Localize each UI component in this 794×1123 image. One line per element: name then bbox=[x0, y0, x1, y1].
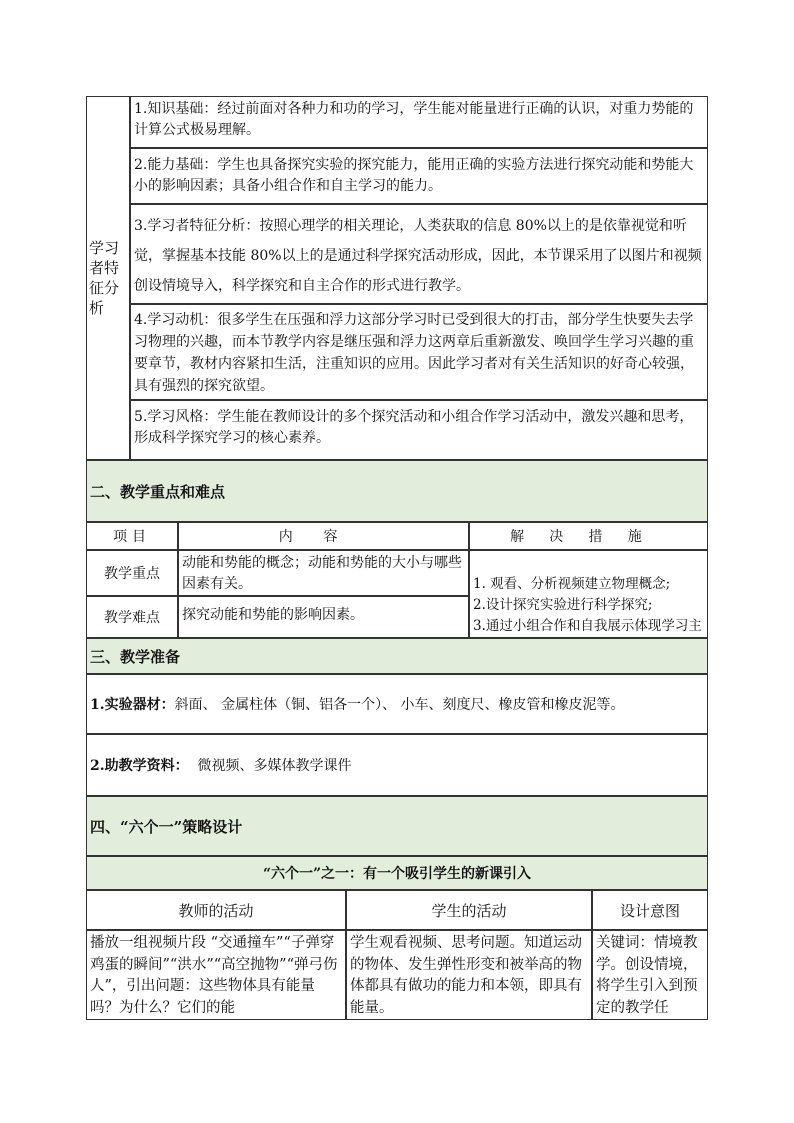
difficulty-label bbox=[86, 596, 178, 638]
student-activity bbox=[346, 930, 592, 1020]
section2-heading bbox=[86, 460, 708, 522]
col-header-measures bbox=[469, 522, 708, 550]
analysis-item-1-text: 1.知识基础：经过前面对各种力和功的学习，学生能对能量进行正确的认识，对重力势能的计算公式极易理解。 bbox=[134, 101, 694, 138]
section4-subheading bbox=[86, 856, 708, 890]
analysis-item-2 bbox=[130, 148, 708, 204]
col-header-content-text: 内容 bbox=[278, 529, 369, 545]
section4-heading-text: 四、“六个一”策略设计 bbox=[90, 817, 243, 836]
resources-label: 2.助教学资料： bbox=[90, 757, 189, 774]
col-header-intent-text: 设计意图 bbox=[619, 901, 680, 920]
analysis-item-1 bbox=[130, 96, 708, 148]
teacher-activity bbox=[86, 930, 346, 1020]
col-header-content bbox=[178, 522, 469, 550]
learner-analysis-label-text: 学习者特征分析 bbox=[89, 239, 120, 317]
col-header-item bbox=[86, 522, 178, 550]
difficulty-content-text: 探究动能和势能的影响因素。 bbox=[182, 607, 364, 623]
analysis-item-5 bbox=[130, 400, 708, 460]
equipment-value: 斜面、 金属柱体（铜、铝各一个）、 小车、刻度尺、橡皮管和橡皮泥等。 bbox=[174, 696, 625, 713]
learner-analysis-label bbox=[86, 96, 130, 460]
section4-heading bbox=[86, 796, 708, 856]
key-point-content-text: 动能和势能的概念；动能和势能的大小与哪些因素有关。 bbox=[182, 555, 462, 592]
teacher-activity-text: 播放一组视频片段 “交通撞车”“子弹穿鸡蛋的瞬间”“洪水”“高空抛物”“弹弓伤人”，引出问题：这些物体具有能量吗？为什么？它们的能 bbox=[90, 935, 338, 1016]
analysis-item-3-text: 3.学习者特征分析：按照心理学的相关理论，人类获取的信息 80%以上的是依靠视觉和听觉，掌握基本技能 80%以上的是通过科学探究活动形成，因此，本节课采用了以图片和视频创设情境导入，科学探究和自主合作的形式进行教学。 bbox=[134, 218, 702, 294]
difficulty-label-text: 教学难点 bbox=[104, 609, 160, 626]
equipment-label: 1.实验器材： bbox=[90, 696, 175, 713]
col-header-student-text: 学生的活动 bbox=[431, 901, 507, 920]
analysis-item-2-text: 2.能力基础：学生也具备探究实验的探究能力，能用正确的实验方法进行探究动能和势能大小的影响因素；具备小组合作和自主学习的能力。 bbox=[134, 157, 694, 194]
section4-subheading-text: “六个一”之一：有一个吸引学生的新课引入 bbox=[262, 865, 532, 882]
col-header-student bbox=[346, 890, 592, 930]
difficulty-content bbox=[178, 596, 469, 638]
student-activity-text: 学生观看视频、思考问题。知道运动的物体、发生弹性形变和被举高的物体都具有做功的能力和本领，即具有能量。 bbox=[350, 935, 582, 1016]
measures-content bbox=[469, 550, 708, 638]
key-point-content bbox=[178, 550, 469, 596]
design-intent-text: 关键词：情境教学。创设情境，将学生引入到预定的教学任 bbox=[596, 935, 698, 1016]
section3-heading-text: 三、教学准备 bbox=[90, 647, 181, 666]
key-point-label-text: 教学重点 bbox=[104, 565, 160, 582]
key-point-label bbox=[86, 550, 178, 596]
col-header-teacher bbox=[86, 890, 346, 930]
col-header-teacher-text: 教师的活动 bbox=[178, 901, 254, 920]
section3-heading bbox=[86, 638, 708, 674]
measures-content-text: 1. 观看、分析视频建立物理概念; 2.设计探究实验进行科学探究; 3.通过小组合作和自我展示体现学习主 bbox=[473, 576, 702, 634]
analysis-item-5-text: 5.学习风格：学生能在教师设计的多个探究活动和小组合作学习活动中，激发兴趣和思考，形成科学探究学习的核心素养。 bbox=[134, 409, 694, 446]
resources-row bbox=[86, 734, 708, 796]
design-intent bbox=[592, 930, 708, 1020]
analysis-item-3 bbox=[130, 204, 708, 304]
col-header-item-text: 项目 bbox=[113, 529, 151, 545]
resources-value: 微视频、多媒体教学课件 bbox=[197, 757, 352, 774]
section2-heading-text: 二、教学重点和难点 bbox=[90, 482, 226, 501]
col-header-intent bbox=[592, 890, 708, 930]
equipment-row bbox=[86, 674, 708, 734]
analysis-item-4-text: 4.学习动机：很多学生在压强和浮力这部分学习时已受到很大的打击，部分学生快要失去学习物理的兴趣，而本节教学内容是继压强和浮力这两章后重新激发、唤回学生学习兴趣的重要章节，教材内容紧扣生活，注重知识的应用。因此学习者对有关生活知识的好奇心较强，具有强烈的探究欲望。 bbox=[134, 312, 694, 394]
analysis-item-4 bbox=[130, 304, 708, 400]
col-header-measures-text: 解决措施 bbox=[510, 529, 667, 545]
